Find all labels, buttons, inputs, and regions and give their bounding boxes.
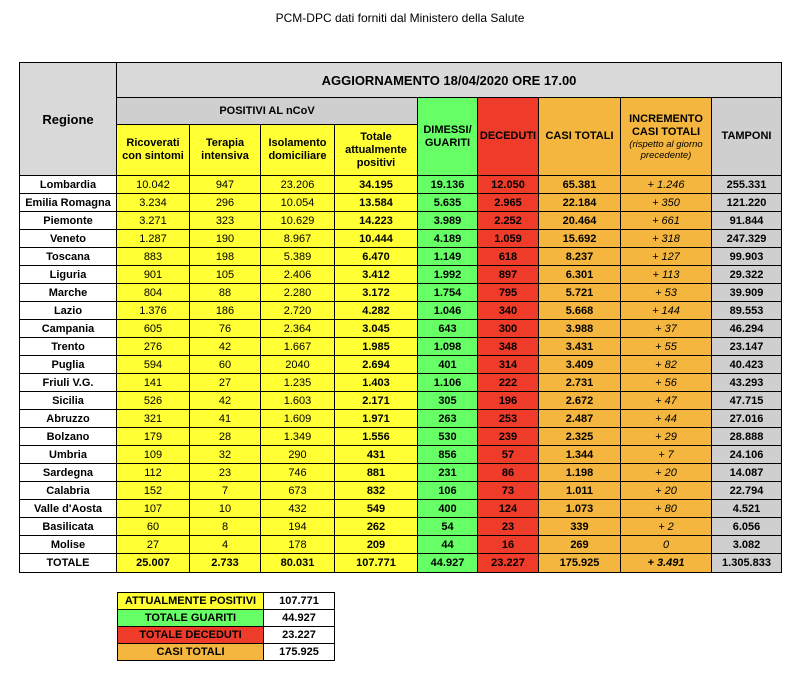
tamponi-cell: 1.305.833 — [712, 554, 782, 573]
terapia-cell: 323 — [190, 212, 261, 230]
casi-cell: 6.301 — [539, 266, 621, 284]
region-cell: TOTALE — [20, 554, 117, 573]
dimessi-cell: 1.992 — [418, 266, 478, 284]
totale-positivi-cell: 262 — [335, 518, 418, 536]
deceduti-cell: 897 — [478, 266, 539, 284]
isolamento-cell: 2.364 — [261, 320, 335, 338]
totale-positivi-cell: 209 — [335, 536, 418, 554]
terapia-cell: 42 — [190, 338, 261, 356]
deceduti-cell: 196 — [478, 392, 539, 410]
incremento-cell: + 55 — [621, 338, 712, 356]
incremento-cell: + 318 — [621, 230, 712, 248]
casi-cell: 3.431 — [539, 338, 621, 356]
totale-positivi-cell: 1.556 — [335, 428, 418, 446]
ricoverati-cell: 594 — [117, 356, 190, 374]
ricoverati-cell: 60 — [117, 518, 190, 536]
terapia-cell: 42 — [190, 392, 261, 410]
terapia-cell: 105 — [190, 266, 261, 284]
terapia-cell: 41 — [190, 410, 261, 428]
region-cell: Calabria — [20, 482, 117, 500]
table-row — [20, 446, 782, 464]
incremento-cell: + 80 — [621, 500, 712, 518]
casi-cell: 1.198 — [539, 464, 621, 482]
summary-row — [118, 644, 335, 661]
header-region: Regione — [20, 63, 117, 176]
totale-positivi-cell: 3.172 — [335, 284, 418, 302]
tamponi-cell: 39.909 — [712, 284, 782, 302]
casi-cell: 1.344 — [539, 446, 621, 464]
terapia-cell: 198 — [190, 248, 261, 266]
tamponi-cell: 22.794 — [712, 482, 782, 500]
table-row — [20, 338, 782, 356]
tamponi-cell: 121.220 — [712, 194, 782, 212]
table-row — [20, 374, 782, 392]
region-cell: Sicilia — [20, 392, 117, 410]
deceduti-cell: 1.059 — [478, 230, 539, 248]
dimessi-cell: 5.635 — [418, 194, 478, 212]
deceduti-cell: 86 — [478, 464, 539, 482]
casi-cell: 65.381 — [539, 176, 621, 194]
ricoverati-cell: 1.376 — [117, 302, 190, 320]
totale-positivi-cell: 2.171 — [335, 392, 418, 410]
ricoverati-cell: 1.287 — [117, 230, 190, 248]
header-ricoverati: Ricoverati con sintomi — [117, 125, 190, 176]
table-row — [20, 356, 782, 374]
dimessi-cell: 44.927 — [418, 554, 478, 573]
casi-cell: 3.988 — [539, 320, 621, 338]
dimessi-cell: 643 — [418, 320, 478, 338]
totale-positivi-cell: 14.223 — [335, 212, 418, 230]
incremento-cell: + 37 — [621, 320, 712, 338]
table-row — [20, 536, 782, 554]
casi-cell: 22.184 — [539, 194, 621, 212]
totale-positivi-cell: 107.771 — [335, 554, 418, 573]
isolamento-cell: 5.389 — [261, 248, 335, 266]
totale-positivi-cell: 549 — [335, 500, 418, 518]
table-row — [20, 284, 782, 302]
ricoverati-cell: 112 — [117, 464, 190, 482]
incremento-cell: + 2 — [621, 518, 712, 536]
table-row — [20, 428, 782, 446]
terapia-cell: 10 — [190, 500, 261, 518]
terapia-cell: 8 — [190, 518, 261, 536]
isolamento-cell: 1.235 — [261, 374, 335, 392]
dimessi-cell: 305 — [418, 392, 478, 410]
totale-positivi-cell: 6.470 — [335, 248, 418, 266]
ricoverati-cell: 321 — [117, 410, 190, 428]
header-deceduti: DECEDUTI — [478, 98, 539, 176]
terapia-cell: 28 — [190, 428, 261, 446]
ricoverati-cell: 804 — [117, 284, 190, 302]
deceduti-cell: 300 — [478, 320, 539, 338]
table-row — [20, 212, 782, 230]
casi-cell: 175.925 — [539, 554, 621, 573]
region-cell: Liguria — [20, 266, 117, 284]
dimessi-cell: 1.046 — [418, 302, 478, 320]
tamponi-cell: 43.293 — [712, 374, 782, 392]
table-row — [20, 464, 782, 482]
dimessi-cell: 106 — [418, 482, 478, 500]
tamponi-cell: 14.087 — [712, 464, 782, 482]
isolamento-cell: 80.031 — [261, 554, 335, 573]
totale-positivi-cell: 431 — [335, 446, 418, 464]
summary-table — [117, 592, 335, 661]
isolamento-cell: 290 — [261, 446, 335, 464]
casi-cell: 2.325 — [539, 428, 621, 446]
isolamento-cell: 2.406 — [261, 266, 335, 284]
casi-cell: 2.487 — [539, 410, 621, 428]
incremento-cell: + 350 — [621, 194, 712, 212]
header-incremento — [621, 98, 712, 176]
tamponi-cell: 29.322 — [712, 266, 782, 284]
totale-positivi-cell: 4.282 — [335, 302, 418, 320]
terapia-cell: 32 — [190, 446, 261, 464]
deceduti-cell: 57 — [478, 446, 539, 464]
incremento-cell: + 7 — [621, 446, 712, 464]
isolamento-cell: 194 — [261, 518, 335, 536]
deceduti-cell: 23.227 — [478, 554, 539, 573]
tamponi-cell: 4.521 — [712, 500, 782, 518]
casi-cell: 269 — [539, 536, 621, 554]
incremento-cell: + 20 — [621, 482, 712, 500]
region-cell: Campania — [20, 320, 117, 338]
incremento-cell: + 127 — [621, 248, 712, 266]
ricoverati-cell: 109 — [117, 446, 190, 464]
isolamento-cell: 10.629 — [261, 212, 335, 230]
table-row — [20, 392, 782, 410]
region-cell: Bolzano — [20, 428, 117, 446]
header-update: AGGIORNAMENTO 18/04/2020 ORE 17.00 — [117, 63, 782, 98]
isolamento-cell: 2040 — [261, 356, 335, 374]
totale-positivi-cell: 3.412 — [335, 266, 418, 284]
isolamento-cell: 2.720 — [261, 302, 335, 320]
terapia-cell: 27 — [190, 374, 261, 392]
totale-positivi-cell: 13.584 — [335, 194, 418, 212]
casi-cell: 339 — [539, 518, 621, 536]
region-cell: Emilia Romagna — [20, 194, 117, 212]
isolamento-cell: 1.609 — [261, 410, 335, 428]
tamponi-cell: 27.016 — [712, 410, 782, 428]
summary-label: ATTUALMENTE POSITIVI — [118, 593, 264, 610]
casi-cell: 1.011 — [539, 482, 621, 500]
deceduti-cell: 795 — [478, 284, 539, 302]
ricoverati-cell: 179 — [117, 428, 190, 446]
summary-label: TOTALE DECEDUTI — [118, 627, 264, 644]
totale-positivi-cell: 881 — [335, 464, 418, 482]
dimessi-cell: 401 — [418, 356, 478, 374]
incremento-cell: + 20 — [621, 464, 712, 482]
summary-value: 107.771 — [264, 593, 335, 610]
tamponi-cell: 91.844 — [712, 212, 782, 230]
tamponi-cell: 6.056 — [712, 518, 782, 536]
deceduti-cell: 239 — [478, 428, 539, 446]
region-cell: Lazio — [20, 302, 117, 320]
casi-cell: 15.692 — [539, 230, 621, 248]
ricoverati-cell: 3.234 — [117, 194, 190, 212]
region-cell: Lombardia — [20, 176, 117, 194]
terapia-cell: 60 — [190, 356, 261, 374]
deceduti-cell: 348 — [478, 338, 539, 356]
summary-row — [118, 627, 335, 644]
header-incremento-label: INCREMENTO CASI TOTALI — [629, 112, 703, 138]
totale-positivi-cell: 832 — [335, 482, 418, 500]
terapia-cell: 4 — [190, 536, 261, 554]
header-dimessi: DIMESSI/ GUARITI — [418, 98, 478, 176]
incremento-cell: + 56 — [621, 374, 712, 392]
tamponi-cell: 24.106 — [712, 446, 782, 464]
ricoverati-cell: 25.007 — [117, 554, 190, 573]
dimessi-cell: 44 — [418, 536, 478, 554]
ricoverati-cell: 526 — [117, 392, 190, 410]
terapia-cell: 76 — [190, 320, 261, 338]
casi-cell: 2.731 — [539, 374, 621, 392]
tamponi-cell: 23.147 — [712, 338, 782, 356]
header-positivi-group: POSITIVI AL nCoV — [117, 98, 418, 125]
deceduti-cell: 340 — [478, 302, 539, 320]
casi-cell: 5.721 — [539, 284, 621, 302]
casi-cell: 20.464 — [539, 212, 621, 230]
incremento-cell: + 53 — [621, 284, 712, 302]
table-row — [20, 194, 782, 212]
dimessi-cell: 1.754 — [418, 284, 478, 302]
incremento-cell: + 44 — [621, 410, 712, 428]
deceduti-cell: 12.050 — [478, 176, 539, 194]
terapia-cell: 190 — [190, 230, 261, 248]
region-cell: Umbria — [20, 446, 117, 464]
covid-data-table — [19, 62, 782, 573]
isolamento-cell: 2.280 — [261, 284, 335, 302]
ricoverati-cell: 3.271 — [117, 212, 190, 230]
header-terapia: Terapia intensiva — [190, 125, 261, 176]
terapia-cell: 2.733 — [190, 554, 261, 573]
tamponi-cell: 47.715 — [712, 392, 782, 410]
summary-row — [118, 610, 335, 627]
ricoverati-cell: 141 — [117, 374, 190, 392]
totale-positivi-cell: 3.045 — [335, 320, 418, 338]
table-body — [20, 176, 782, 573]
region-cell: Piemonte — [20, 212, 117, 230]
tamponi-cell: 28.888 — [712, 428, 782, 446]
isolamento-cell: 432 — [261, 500, 335, 518]
incremento-cell: + 144 — [621, 302, 712, 320]
deceduti-cell: 222 — [478, 374, 539, 392]
table-row — [20, 176, 782, 194]
dimessi-cell: 4.189 — [418, 230, 478, 248]
incremento-cell: 0 — [621, 536, 712, 554]
table-row — [20, 248, 782, 266]
incremento-cell: + 113 — [621, 266, 712, 284]
ricoverati-cell: 605 — [117, 320, 190, 338]
deceduti-cell: 16 — [478, 536, 539, 554]
totale-positivi-cell: 1.403 — [335, 374, 418, 392]
isolamento-cell: 8.967 — [261, 230, 335, 248]
ricoverati-cell: 276 — [117, 338, 190, 356]
ricoverati-cell: 27 — [117, 536, 190, 554]
summary-value: 44.927 — [264, 610, 335, 627]
tamponi-cell: 255.331 — [712, 176, 782, 194]
dimessi-cell: 263 — [418, 410, 478, 428]
tamponi-cell: 3.082 — [712, 536, 782, 554]
summary-row — [118, 593, 335, 610]
totale-positivi-cell: 2.694 — [335, 356, 418, 374]
dimessi-cell: 231 — [418, 464, 478, 482]
summary-label: CASI TOTALI — [118, 644, 264, 661]
region-cell: Toscana — [20, 248, 117, 266]
dimessi-cell: 1.149 — [418, 248, 478, 266]
totale-positivi-cell: 10.444 — [335, 230, 418, 248]
incremento-cell: + 47 — [621, 392, 712, 410]
terapia-cell: 296 — [190, 194, 261, 212]
casi-cell: 2.672 — [539, 392, 621, 410]
region-cell: Veneto — [20, 230, 117, 248]
region-cell: Puglia — [20, 356, 117, 374]
casi-cell: 8.237 — [539, 248, 621, 266]
dimessi-cell: 1.106 — [418, 374, 478, 392]
isolamento-cell: 746 — [261, 464, 335, 482]
region-cell: Basilicata — [20, 518, 117, 536]
header-isolamento: Isolamento domiciliare — [261, 125, 335, 176]
isolamento-cell: 23.206 — [261, 176, 335, 194]
deceduti-cell: 618 — [478, 248, 539, 266]
total-row — [20, 554, 782, 573]
incremento-cell: + 82 — [621, 356, 712, 374]
incremento-cell: + 3.491 — [621, 554, 712, 573]
ricoverati-cell: 901 — [117, 266, 190, 284]
region-cell: Molise — [20, 536, 117, 554]
deceduti-cell: 73 — [478, 482, 539, 500]
isolamento-cell: 1.349 — [261, 428, 335, 446]
tamponi-cell: 40.423 — [712, 356, 782, 374]
terapia-cell: 23 — [190, 464, 261, 482]
region-cell: Abruzzo — [20, 410, 117, 428]
incremento-cell: + 661 — [621, 212, 712, 230]
deceduti-cell: 253 — [478, 410, 539, 428]
header-totale-positivi: Totale attualmente positivi — [335, 125, 418, 176]
summary-value: 23.227 — [264, 627, 335, 644]
summary-label: TOTALE GUARITI — [118, 610, 264, 627]
tamponi-cell: 247.329 — [712, 230, 782, 248]
terapia-cell: 88 — [190, 284, 261, 302]
table-row — [20, 230, 782, 248]
isolamento-cell: 10.054 — [261, 194, 335, 212]
deceduti-cell: 2.965 — [478, 194, 539, 212]
dimessi-cell: 19.136 — [418, 176, 478, 194]
region-cell: Friuli V.G. — [20, 374, 117, 392]
deceduti-cell: 124 — [478, 500, 539, 518]
table-row — [20, 482, 782, 500]
table-row — [20, 302, 782, 320]
tamponi-cell: 99.903 — [712, 248, 782, 266]
region-cell: Marche — [20, 284, 117, 302]
deceduti-cell: 314 — [478, 356, 539, 374]
dimessi-cell: 400 — [418, 500, 478, 518]
dimessi-cell: 3.989 — [418, 212, 478, 230]
ricoverati-cell: 152 — [117, 482, 190, 500]
tamponi-cell: 89.553 — [712, 302, 782, 320]
header-casi: CASI TOTALI — [539, 98, 621, 176]
table-row — [20, 410, 782, 428]
region-cell: Trento — [20, 338, 117, 356]
table-row — [20, 266, 782, 284]
deceduti-cell: 23 — [478, 518, 539, 536]
dimessi-cell: 54 — [418, 518, 478, 536]
dimessi-cell: 530 — [418, 428, 478, 446]
table-row — [20, 518, 782, 536]
terapia-cell: 947 — [190, 176, 261, 194]
totale-positivi-cell: 1.985 — [335, 338, 418, 356]
terapia-cell: 7 — [190, 482, 261, 500]
isolamento-cell: 1.667 — [261, 338, 335, 356]
totale-positivi-cell: 1.971 — [335, 410, 418, 428]
casi-cell: 5.668 — [539, 302, 621, 320]
deceduti-cell: 2.252 — [478, 212, 539, 230]
table-row — [20, 320, 782, 338]
casi-cell: 3.409 — [539, 356, 621, 374]
ricoverati-cell: 883 — [117, 248, 190, 266]
isolamento-cell: 1.603 — [261, 392, 335, 410]
region-cell: Valle d'Aosta — [20, 500, 117, 518]
casi-cell: 1.073 — [539, 500, 621, 518]
region-cell: Sardegna — [20, 464, 117, 482]
dimessi-cell: 856 — [418, 446, 478, 464]
source-title: PCM-DPC dati forniti dal Ministero della Salute — [275, 11, 525, 25]
isolamento-cell: 673 — [261, 482, 335, 500]
summary-value: 175.925 — [264, 644, 335, 661]
header-tamponi: TAMPONI — [712, 98, 782, 176]
terapia-cell: 186 — [190, 302, 261, 320]
header-incremento-note: (rispetto al giorno precedente) — [629, 138, 703, 161]
totale-positivi-cell: 34.195 — [335, 176, 418, 194]
incremento-cell: + 29 — [621, 428, 712, 446]
ricoverati-cell: 10.042 — [117, 176, 190, 194]
isolamento-cell: 178 — [261, 536, 335, 554]
table-row — [20, 500, 782, 518]
dimessi-cell: 1.098 — [418, 338, 478, 356]
tamponi-cell: 46.294 — [712, 320, 782, 338]
ricoverati-cell: 107 — [117, 500, 190, 518]
incremento-cell: + 1.246 — [621, 176, 712, 194]
